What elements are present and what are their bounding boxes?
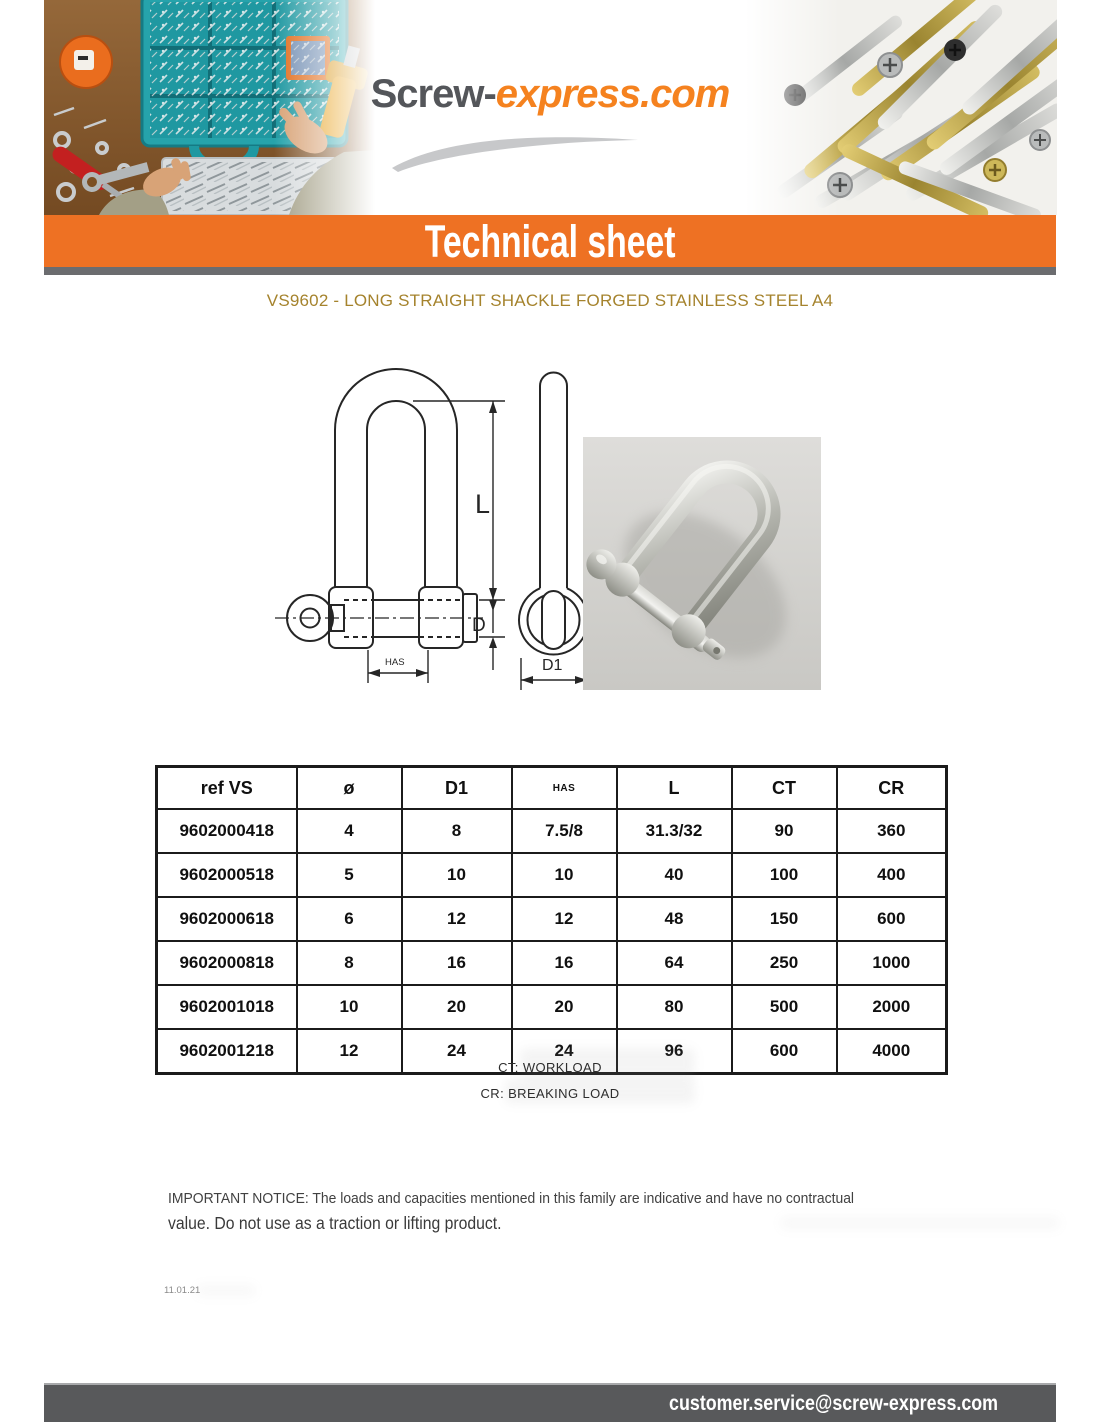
table-cell: 100 xyxy=(732,853,837,897)
table-cell: 10 xyxy=(512,853,617,897)
table-cell: 12 xyxy=(512,897,617,941)
header-cr: CR xyxy=(837,767,947,810)
table-cell: 16 xyxy=(402,941,512,985)
header-ct: CT xyxy=(732,767,837,810)
side-view xyxy=(519,373,588,655)
table-cell: 8 xyxy=(297,941,402,985)
table-cell: 8 xyxy=(402,809,512,853)
header-d1: D1 xyxy=(402,767,512,810)
spec-table xyxy=(155,765,948,1075)
customer-service-email[interactable]: customer.service@screw-express.com xyxy=(669,1392,998,1415)
header-l: L xyxy=(617,767,732,810)
footer-bar xyxy=(44,1383,1056,1422)
l-dimension-label: L xyxy=(475,489,491,519)
table-cell: 9602000518 xyxy=(157,853,297,897)
logo xyxy=(44,72,1056,117)
table-cell: 2000 xyxy=(837,985,947,1029)
table-cell: 9602001018 xyxy=(157,985,297,1029)
product-photo xyxy=(583,437,821,690)
table-cell: 6 xyxy=(297,897,402,941)
divider-strip xyxy=(44,267,1056,275)
has-dimension-label: HAS xyxy=(385,657,405,668)
table-cell: 150 xyxy=(732,897,837,941)
d-dimension-label: D xyxy=(472,615,486,636)
table-row xyxy=(157,985,947,1029)
table-cell: 20 xyxy=(512,985,617,1029)
table-cell: 20 xyxy=(402,985,512,1029)
table-cell: 500 xyxy=(732,985,837,1029)
table-cell: 90 xyxy=(732,809,837,853)
table-cell: 4000 xyxy=(837,1029,947,1074)
front-view xyxy=(275,369,483,648)
table-row xyxy=(157,941,947,985)
table-cell: 80 xyxy=(617,985,732,1029)
table-cell: 64 xyxy=(617,941,732,985)
logo-swoosh xyxy=(388,130,650,172)
table-cell: 360 xyxy=(837,809,947,853)
redacted-text-artifact xyxy=(196,1284,256,1297)
table-cell: 600 xyxy=(837,897,947,941)
technical-drawing xyxy=(263,358,608,703)
table-cell: 31.3/32 xyxy=(617,809,732,853)
table-cell: 9602001218 xyxy=(157,1029,297,1074)
table-cell: 96 xyxy=(617,1029,732,1074)
revision-date: 11.01.21 xyxy=(164,1285,201,1296)
drawing-labels xyxy=(385,489,563,674)
table-cell: 24 xyxy=(402,1029,512,1074)
table-row xyxy=(157,897,947,941)
table-row xyxy=(157,809,947,853)
table-cell: 24 xyxy=(512,1029,617,1074)
table-cell: 40 xyxy=(617,853,732,897)
d1-dimension-label: D1 xyxy=(542,657,563,674)
table-cell: 5 xyxy=(297,853,402,897)
table-cell: 7.5/8 xyxy=(512,809,617,853)
table-row xyxy=(157,853,947,897)
table-header-row xyxy=(157,767,947,810)
table-cell: 10 xyxy=(297,985,402,1029)
table-cell: 12 xyxy=(297,1029,402,1074)
table-cell: 10 xyxy=(402,853,512,897)
header-diameter: ø xyxy=(297,767,402,810)
header-ref-vs: ref VS xyxy=(157,767,297,810)
header-has: HAS xyxy=(512,767,617,810)
cr-note: CR: BREAKING LOAD xyxy=(480,1086,620,1101)
redacted-text-artifact xyxy=(780,1216,1060,1230)
table-cell: 16 xyxy=(512,941,617,985)
banner-title: Technical sheet xyxy=(424,215,676,267)
technical-sheet-banner xyxy=(44,215,1056,267)
table-cell: 12 xyxy=(402,897,512,941)
important-notice-line1: IMPORTANT NOTICE: The loads and capacities mentioned in this family are indicative and have no contractual xyxy=(168,1191,855,1207)
front-view-dimensions xyxy=(368,401,505,683)
important-notice-line2: value. Do not use as a traction or lifting product. xyxy=(168,1213,502,1233)
logo-text-gray: Screw- xyxy=(370,72,496,116)
table-cell: 9602000618 xyxy=(157,897,297,941)
table-cell: 1000 xyxy=(837,941,947,985)
table-cell: 4 xyxy=(297,809,402,853)
table-cell: 48 xyxy=(617,897,732,941)
table-cell: 9602000818 xyxy=(157,941,297,985)
table-cell: 600 xyxy=(732,1029,837,1074)
logo-text-orange: express.com xyxy=(495,72,730,116)
ct-note: CT: WORKLOAD xyxy=(498,1060,602,1075)
table-cell: 250 xyxy=(732,941,837,985)
table-cell: 9602000418 xyxy=(157,809,297,853)
product-title: VS9602 - LONG STRAIGHT SHACKLE FORGED STAINLESS STEEL A4 xyxy=(266,291,834,310)
table-cell: 400 xyxy=(837,853,947,897)
